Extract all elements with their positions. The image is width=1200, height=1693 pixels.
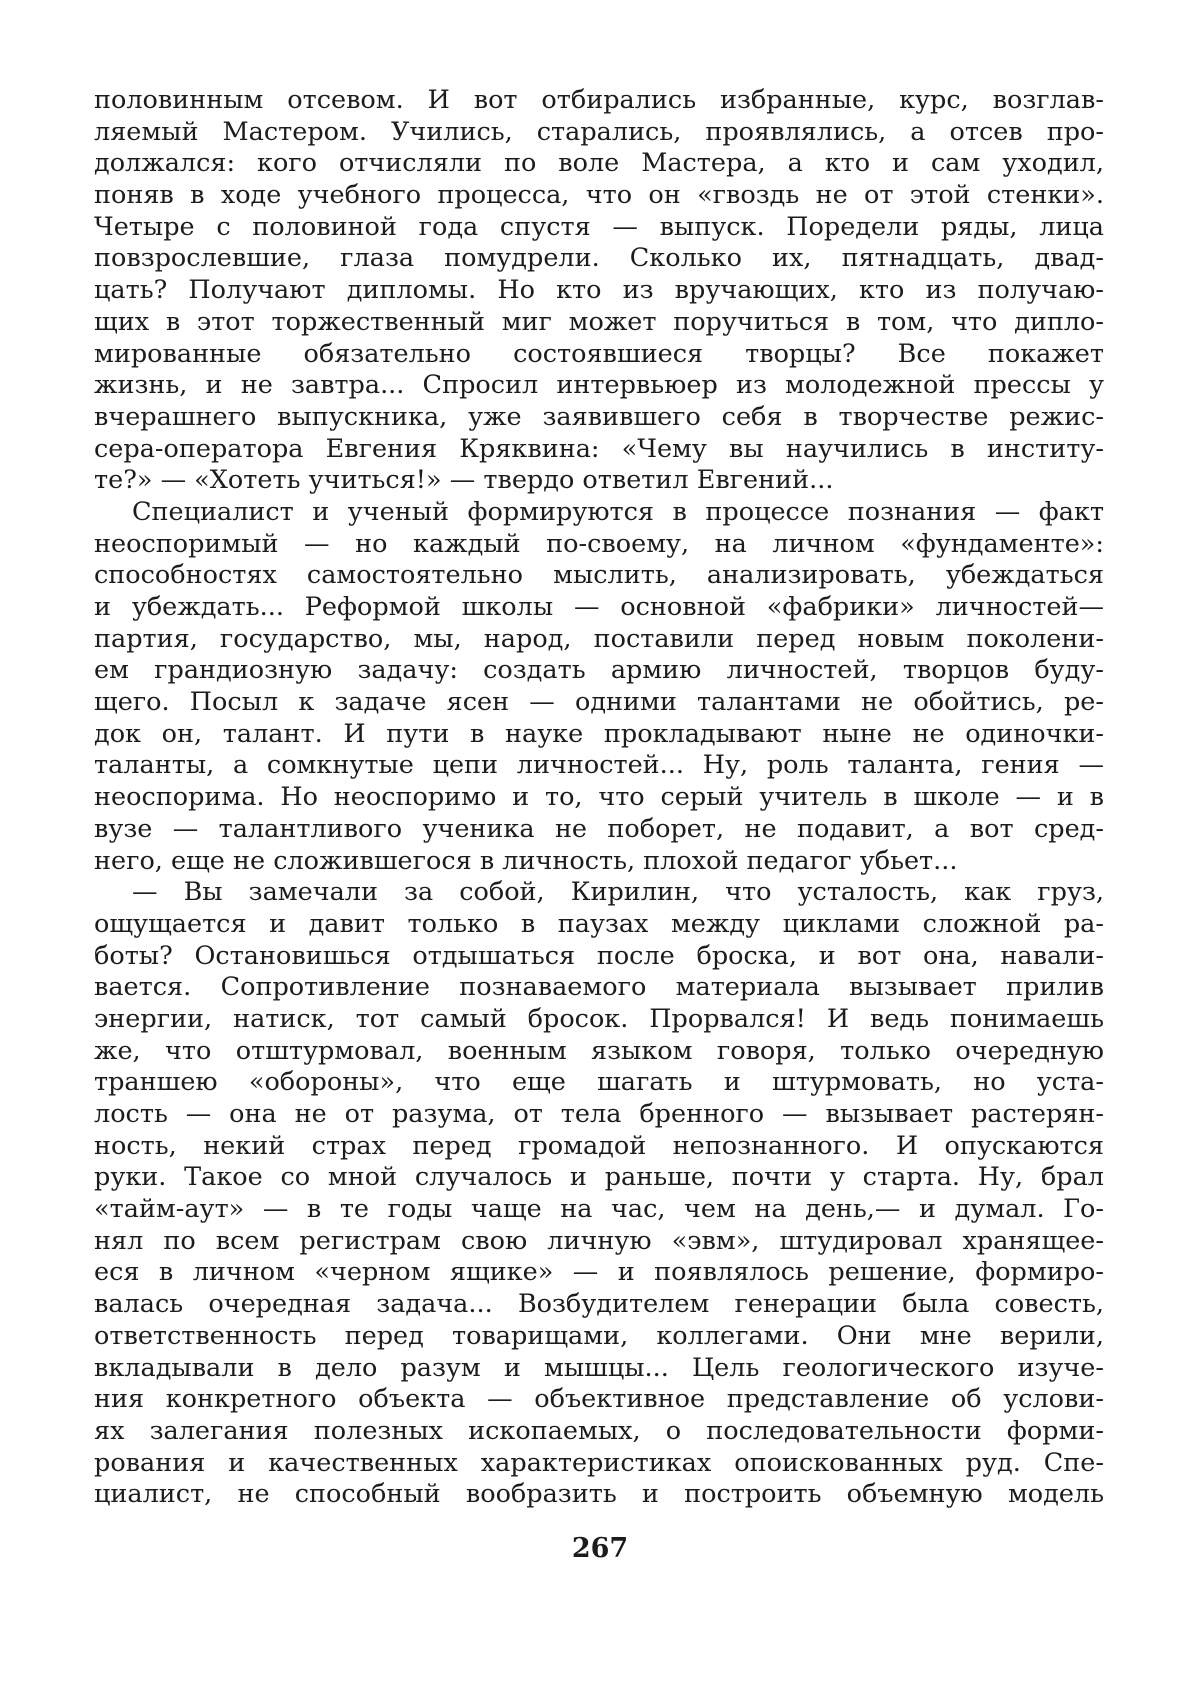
text-line: вкладывали в дело разум и мышцы... Цель геологического изуче-: [94, 1352, 1104, 1383]
text-line: поняв в ходе учебного процесса, что он «гвоздь не от этой стенки».: [94, 180, 1104, 211]
text-line: траншею «обороны», что еще шагать и штурмовать, но уста-: [94, 1067, 1104, 1098]
text-line: него, еще не сложившегося в личность, плохой педагог убьет...: [94, 845, 958, 876]
text-line: неоспорима. Но неоспоримо и то, что серый учитель в школе — и в: [94, 782, 1104, 813]
page-number: 267: [571, 1533, 629, 1564]
text-line: таланты, а сомкнутые цепи личностей... Ну, роль таланта, гения —: [94, 750, 1104, 781]
text-line: те?» — «Хотеть учиться!» — твердо ответил Евгений...: [94, 465, 834, 496]
text-line: еся в личном «черном ящике» — и появлялось решение, формиро-: [94, 1257, 1104, 1288]
text-line: ем грандиозную задачу: создать армию личностей, творцов буду-: [94, 655, 1104, 686]
text-line: рования и качественных характеристиках опоискованных руд. Спе-: [94, 1447, 1104, 1478]
text-line: ляемый Мастером. Учились, старались, проявлялись, а отсев про-: [94, 116, 1104, 147]
text-line: и убеждать... Реформой школы — основной «фабрики» личностей—: [94, 592, 1104, 622]
text-line: боты? Остановишься отдышаться после броска, и вот она, навали-: [94, 940, 1104, 971]
text-line: лость — она не от разума, от тела бренного — вызывает растерян-: [94, 1099, 1104, 1129]
text-line: способностях самостоятельно мыслить, анализировать, убеждаться: [94, 560, 1104, 591]
text-line: жизнь, и не завтра... Спросил интервьюер из молодежной прессы у: [94, 370, 1104, 401]
text-line: вчерашнего выпускника, уже заявившего себя в творчестве режис-: [94, 401, 1104, 432]
text-line: ощущается и давит только в паузах между циклами сложной ра-: [94, 908, 1104, 939]
text-line: сера-оператора Евгения Кряквина: «Чему вы научились в институ-: [94, 433, 1104, 464]
text-line: цать? Получают дипломы. Но кто из вручающих, кто из получаю-: [94, 275, 1104, 306]
text-line: мированные обязательно состоявшиеся творцы? Все покажет: [94, 338, 1104, 369]
text-line: руки. Такое со мной случалось и раньше, почти у старта. Ну, брал: [94, 1162, 1104, 1193]
text-line: ность, некий страх перед громадой непознанного. И опускаются: [94, 1130, 1104, 1161]
paragraph-start-line: — Вы замечали за собой, Кирилин, что усталость, как груз,: [132, 877, 1104, 908]
text-line: циалист, не способный вообразить и построить объемную модель: [94, 1479, 1104, 1510]
text-line: валась очередная задача... Возбудителем генерации была совесть,: [94, 1289, 1104, 1320]
text-line: нял по всем регистрам свою личную «эвм», штудировал хранящее-: [94, 1225, 1104, 1256]
text-body: [94, 85, 1104, 1685]
text-line: ответственность перед товарищами, коллегами. Они мне верили,: [94, 1320, 1104, 1351]
text-line: щего. Посыл к задаче ясен — одними талантами не обойтись, ре-: [94, 687, 1104, 718]
text-line: половинным отсевом. И вот отбирались избранные, курс, возглав-: [94, 85, 1104, 115]
text-line: щих в этот торжественный миг может поручиться в том, что дипло-: [94, 306, 1104, 337]
text-line: должался: кого отчисляли по воле Мастера, а кто и сам уходил,: [94, 148, 1104, 179]
text-line: энергии, натиск, тот самый бросок. Прорвался! И ведь понимаешь: [94, 1003, 1104, 1034]
text-line: вузе — талантливого ученика не поборет, не подавит, а вот сред-: [94, 813, 1104, 844]
text-line: повзрослевшие, глаза помудрели. Сколько их, пятнадцать, двад-: [94, 243, 1104, 274]
paragraph-start-line: Специалист и ученый формируются в процессе познания — факт: [132, 496, 1104, 527]
text-line: док он, талант. И пути в науке прокладывают ныне не одиночки-: [94, 718, 1104, 749]
text-line: Четыре с половиной года спустя — выпуск. Поредели ряды, лица: [94, 211, 1104, 242]
text-line: вается. Сопротивление познаваемого материала вызывает прилив: [94, 972, 1104, 1003]
text-line: ях залегания полезных ископаемых, о последовательности форми-: [94, 1415, 1104, 1446]
text-line: же, что отштурмовал, военным языком говоря, только очередную: [94, 1035, 1104, 1066]
text-line: ния конкретного объекта — объективное представление об услови-: [94, 1384, 1104, 1415]
text-line: партия, государство, мы, народ, поставили перед новым поколени-: [94, 623, 1104, 654]
text-line: неоспоримый — но каждый по-своему, на личном «фундаменте»:: [94, 528, 1104, 559]
text-line: «тайм-аут» — в те годы чаще на час, чем на день,— и думал. Го-: [94, 1194, 1104, 1225]
